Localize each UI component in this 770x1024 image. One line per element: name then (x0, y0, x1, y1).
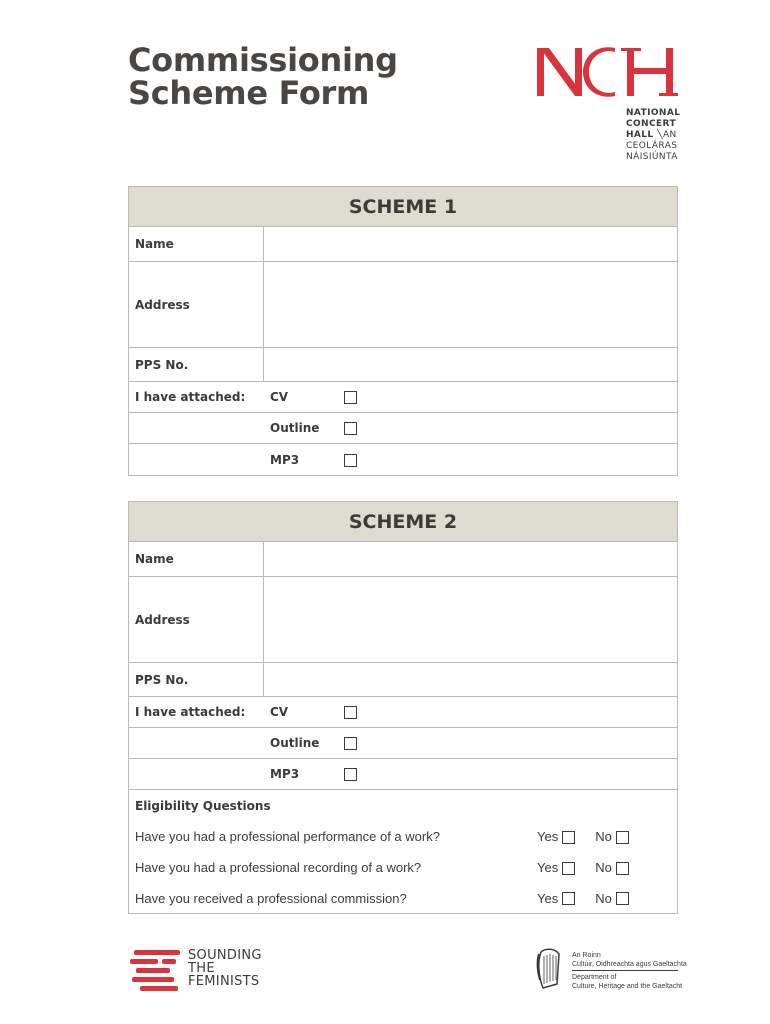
address-label: Address (129, 262, 264, 347)
scheme-2-attach-cv-row (129, 697, 677, 728)
no-label: No (595, 829, 612, 844)
mp3-label: MP3 (270, 452, 300, 467)
scheme-2-pps-field[interactable] (264, 663, 677, 696)
divider (572, 970, 678, 971)
mp3-label: MP3 (270, 767, 300, 781)
wordmark-an: AN (662, 130, 677, 140)
wordmark-line: CEOLÁRAS (626, 141, 678, 151)
nch-logo (535, 46, 678, 98)
scheme-1-pps-field[interactable] (264, 348, 677, 381)
page-title-line-2: Scheme Form (128, 74, 370, 112)
scheme-2-pps-row (129, 663, 677, 697)
eligibility-question-row (135, 883, 671, 913)
scheme-2-name-row (129, 542, 677, 577)
scheme-2-form (128, 501, 678, 914)
scheme-2-address-field[interactable] (264, 577, 677, 662)
scheme-2-attach-outline-row (129, 728, 677, 759)
scheme-2-attach-mp3-row (129, 759, 677, 790)
address-label: Address (129, 577, 264, 662)
scheme-1-name-row (129, 227, 677, 262)
yes-label: Yes (537, 829, 559, 844)
q3-no-checkbox[interactable] (616, 892, 629, 905)
yes-label: Yes (537, 860, 559, 875)
question-text: Have you had a professional performance of a work? (135, 829, 440, 844)
wordmark-line: FEMINISTS (188, 974, 260, 989)
name-label: Name (129, 542, 264, 576)
nch-wordmark (626, 108, 680, 163)
scheme-1-form (128, 186, 678, 476)
cv-label: CV (270, 390, 289, 404)
harp-icon (535, 948, 563, 990)
sounding-the-feminists-wordmark (188, 949, 262, 988)
scheme-2-mp3-checkbox[interactable] (344, 768, 357, 781)
scheme-1-mp3-checkbox[interactable] (344, 454, 357, 467)
wordmark-line: NATIONAL (626, 108, 681, 118)
wordmark-line: Culture, Heritage and the Gaeltacht (572, 983, 683, 990)
page-title-line-1: Commissioning (128, 41, 398, 79)
eligibility-question-row (135, 852, 671, 883)
yes-label: Yes (537, 890, 559, 906)
scheme-1-address-field[interactable] (264, 262, 677, 347)
wordmark-line: NÁISIÚNTA (626, 152, 678, 162)
pps-label: PPS No. (129, 663, 264, 696)
scheme-1-attach-mp3-row (129, 444, 677, 475)
name-label: Name (129, 227, 264, 261)
q1-yes-checkbox[interactable] (562, 831, 575, 844)
scheme-2-heading: SCHEME 2 (129, 502, 677, 542)
blank-cell (129, 444, 264, 475)
cv-label: CV (270, 705, 289, 719)
scheme-1-address-row (129, 262, 677, 348)
department-wordmark (572, 951, 687, 991)
page-title (128, 41, 398, 112)
wordmark-line: Department of (572, 974, 617, 981)
blank-cell (129, 413, 264, 443)
no-label: No (595, 890, 612, 906)
scheme-2-outline-checkbox[interactable] (344, 737, 357, 750)
question-text: Have you received a professional commission? (135, 890, 407, 906)
eligibility-title: Eligibility Questions (135, 798, 271, 813)
scheme-1-cv-checkbox[interactable] (344, 391, 357, 404)
q1-no-checkbox[interactable] (616, 831, 629, 844)
q3-yes-checkbox[interactable] (562, 892, 575, 905)
wordmark-line (626, 130, 680, 141)
no-label: No (595, 860, 612, 875)
eligibility-section (129, 790, 677, 913)
wordmark-hall: HALL (626, 130, 654, 140)
wordmark-line: THE (188, 961, 215, 976)
blank-cell (129, 728, 264, 758)
wordmark-slash-icon: ╲ (657, 130, 663, 140)
outline-label: Outline (270, 421, 320, 435)
blank-cell (129, 759, 264, 789)
scheme-1-pps-row (129, 348, 677, 382)
attached-label: I have attached: (135, 705, 246, 719)
wordmark-line: CONCERT (626, 119, 677, 129)
scheme-1-name-field[interactable] (264, 227, 677, 261)
scheme-1-outline-checkbox[interactable] (344, 422, 357, 435)
scheme-1-attach-cv-row (129, 382, 677, 413)
scheme-2-cv-checkbox[interactable] (344, 706, 357, 719)
pps-label: PPS No. (129, 348, 264, 381)
wordmark-line: SOUNDING (188, 948, 262, 963)
q2-no-checkbox[interactable] (616, 862, 629, 875)
scheme-1-attach-outline-row (129, 413, 677, 444)
outline-label: Outline (270, 736, 320, 750)
eligibility-question-row (135, 821, 671, 852)
scheme-1-heading: SCHEME 1 (129, 187, 677, 227)
question-text: Have you had a professional recording of a work? (135, 860, 422, 875)
q2-yes-checkbox[interactable] (562, 862, 575, 875)
attached-label: I have attached: (135, 390, 246, 404)
wordmark-line: Cultúir, Oidhreachta agus Gaeltachta (572, 961, 687, 968)
wordmark-line: An Roinn (572, 952, 601, 959)
scheme-2-name-field[interactable] (264, 542, 677, 576)
scheme-2-address-row (129, 577, 677, 663)
